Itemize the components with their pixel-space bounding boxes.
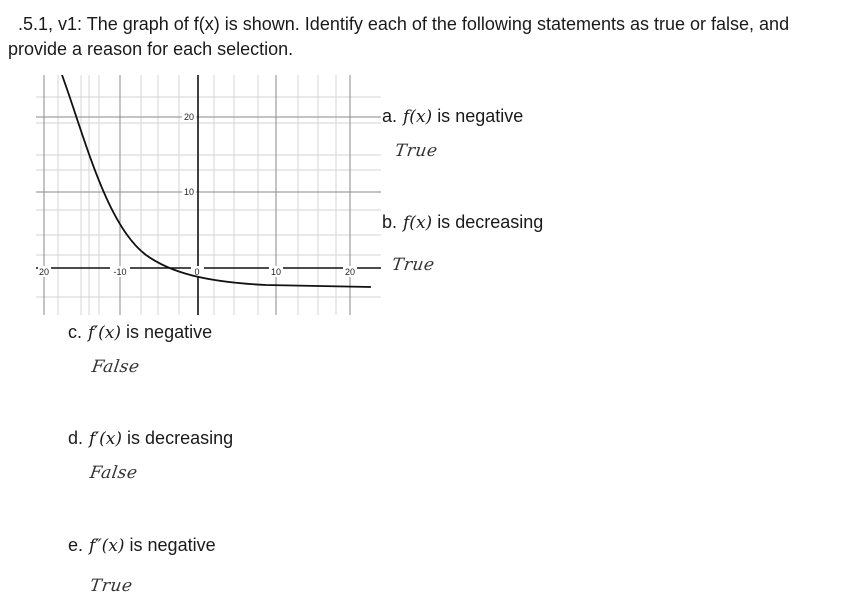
x-tick-label: -10	[113, 267, 127, 277]
handwritten-answer-a: True	[393, 141, 439, 161]
handwritten-answer-b: True	[390, 255, 436, 275]
statement-text: is negative	[129, 535, 216, 555]
statement-letter: e.	[68, 535, 84, 555]
function-graph	[36, 75, 381, 315]
statement-e	[68, 535, 216, 556]
statement-letter: d.	[68, 428, 84, 448]
statement-expression: f′(x)	[89, 429, 123, 449]
prompt-line-2: provide a reason for each selection.	[8, 39, 294, 59]
statement-letter: a.	[382, 106, 398, 126]
statement-text: is negative	[126, 322, 213, 342]
statement-letter: c.	[68, 322, 83, 342]
statement-letter: b.	[382, 212, 398, 232]
problem-prompt	[8, 12, 848, 62]
statement-text: is negative	[437, 106, 524, 126]
x-tick-label: 20	[38, 267, 50, 277]
handwritten-answer-e: True	[88, 576, 134, 596]
statement-expression: f′(x)	[88, 323, 122, 343]
handwritten-answer-c: False	[90, 357, 141, 377]
x-tick-label: 20	[344, 267, 356, 277]
prompt-line-1: .5.1, v1: The graph of f(x) is shown. Identify each of the following statements as true or false, and	[18, 14, 790, 34]
statement-expression: f(x)	[403, 213, 433, 233]
handwritten-answer-d: False	[88, 463, 139, 483]
statement-d	[68, 428, 233, 449]
statement-c	[68, 322, 212, 343]
x-tick-label: 10	[270, 267, 282, 277]
statement-a	[382, 106, 523, 127]
statement-text: is decreasing	[437, 212, 544, 232]
statement-expression: f(x)	[403, 107, 433, 127]
y-tick-label: 10	[183, 187, 195, 197]
statement-text: is decreasing	[127, 428, 234, 448]
statement-expression: f″(x)	[89, 536, 125, 556]
y-tick-label: 20	[183, 112, 195, 122]
x-tick-label: 0	[194, 267, 200, 277]
statement-b	[382, 212, 543, 233]
